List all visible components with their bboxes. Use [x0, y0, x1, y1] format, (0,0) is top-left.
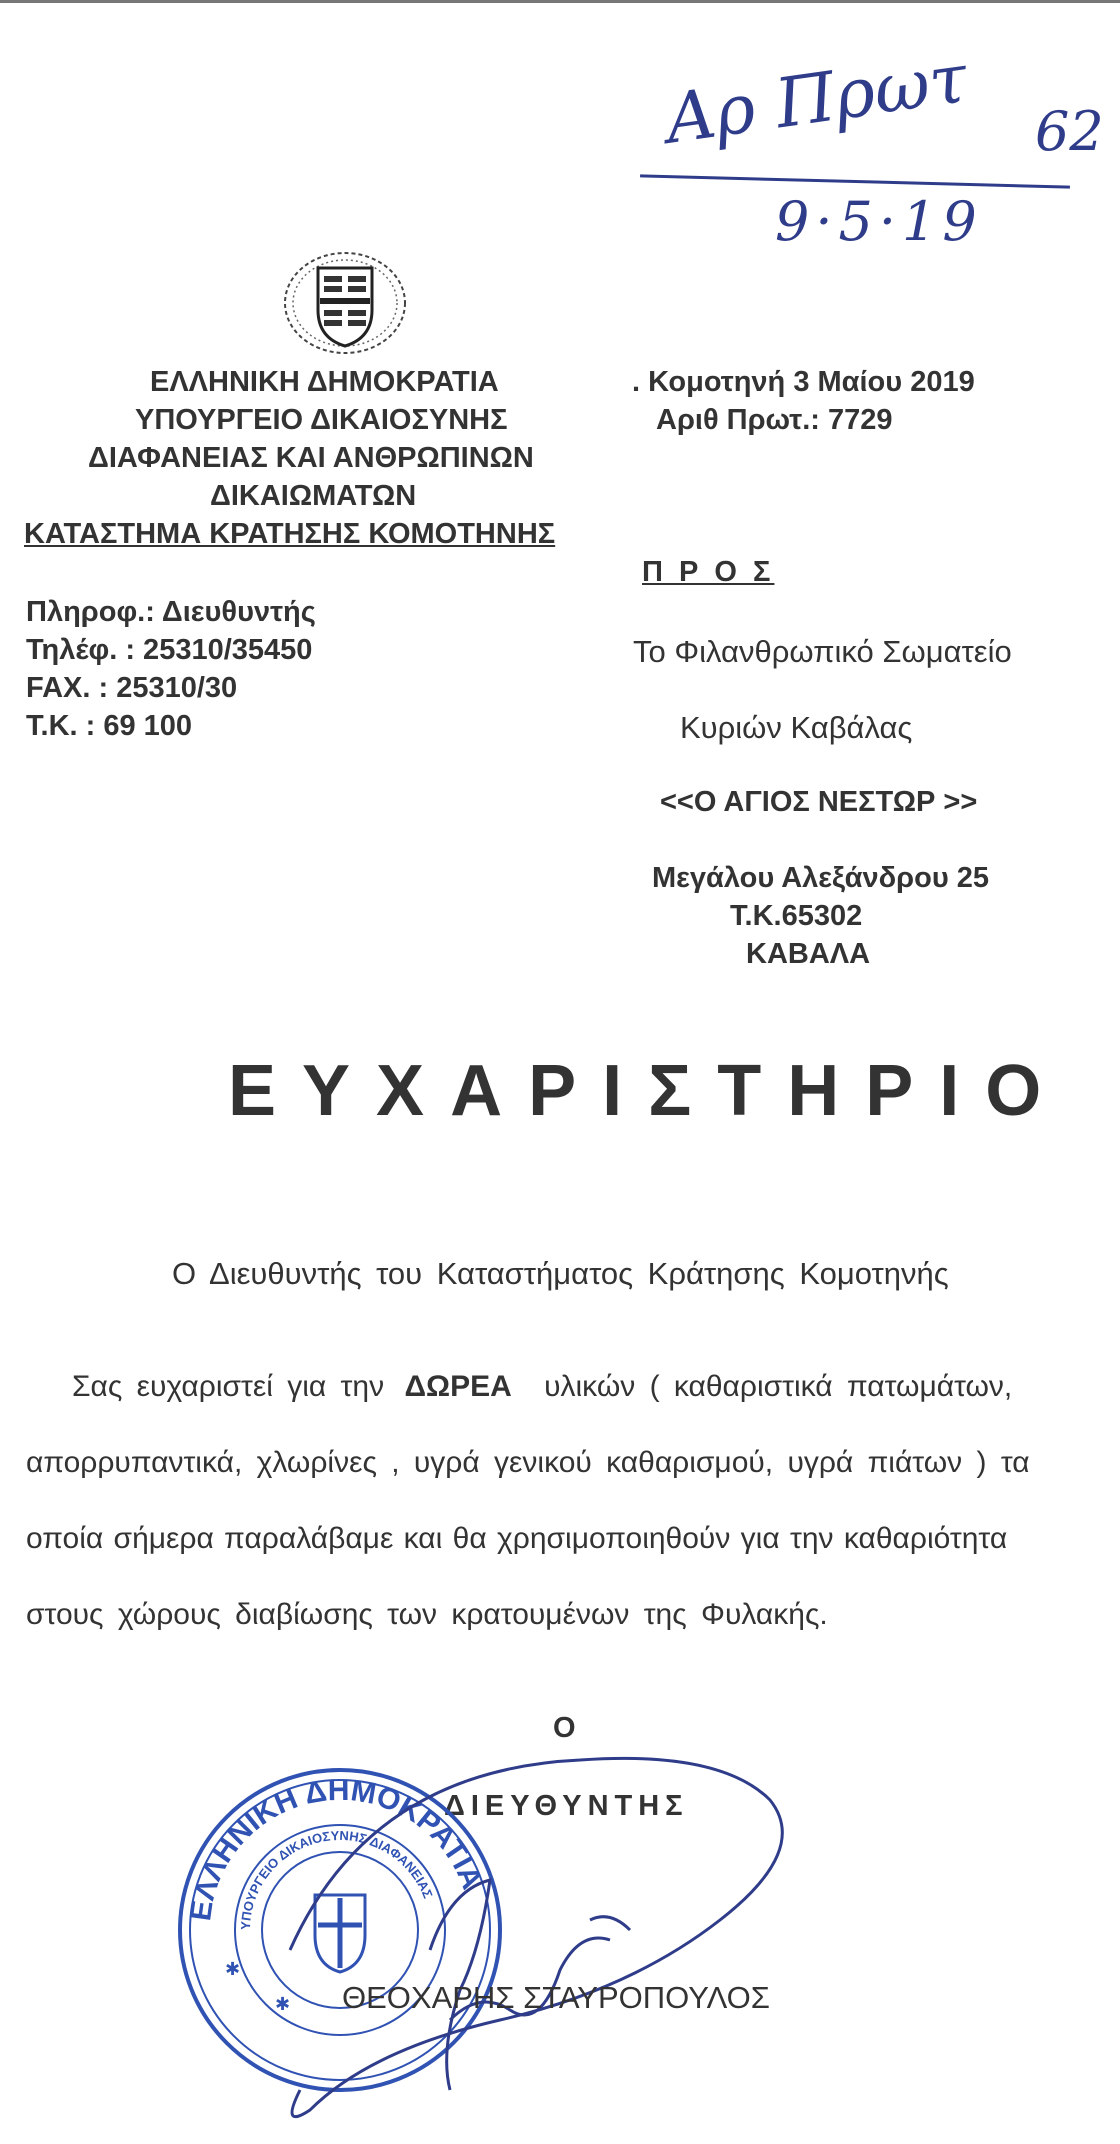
protocol-number: Αριθ Πρωτ.: 7729	[656, 404, 893, 436]
recipient-line-town: ΚΑΒΑΛΑ	[746, 938, 871, 970]
recipient-line-name: <<Ο ΑΓΙΟΣ ΝΕΣΤΩΡ >>	[660, 786, 978, 818]
contact-fax: FAX. : 25310/30	[26, 672, 238, 704]
institution-name: ΚΑΤΑΣΤΗΜΑ ΚΡΑΤΗΣΗΣ ΚΟΜΟΤΗΝΗΣ	[24, 518, 556, 550]
handwritten-date: 9·5·19	[775, 190, 983, 253]
handwritten-protocol-label: Αρ Πρωτ	[660, 39, 973, 160]
body-paragraph-line-4: στους χώρους διαβίωσης των κρατουμένων της Φυλακής.	[26, 1598, 828, 1631]
top-edge-rule	[0, 0, 1120, 3]
document-title: ΕΥΧΑΡΙΣΤΗΡΙΟ	[228, 1051, 1068, 1131]
body-paragraph-line-3: οποία σήμερα παραλάβαμε και θα χρησιμοποιηθούν για την καθαριότητα	[26, 1522, 1008, 1555]
recipient-label: Π Ρ Ο Σ	[642, 556, 775, 588]
recipient-line-society: Το Φιλανθρωπικό Σωματείο	[633, 634, 1012, 669]
body-p1-start: Σας ευχαριστεί για την	[72, 1370, 385, 1403]
stamp-outer-text: ΕΛΛΗΝΙΚΗ ΔΗΜΟΚΡΑΤΙΑ	[184, 1773, 489, 1923]
contact-info: Πληροφ.: Διευθυντής	[26, 596, 316, 628]
header-line-rights: ΔΙΚΑΙΩΜΑΤΩΝ	[210, 480, 417, 512]
svg-text:✱: ✱	[225, 1959, 241, 1979]
document-date: . Κομοτηνή 3 Μαίου 2019	[632, 366, 975, 398]
signature-role: ΔΙΕΥΘΥΝΤΗΣ	[444, 1790, 689, 1822]
body-p1-donation: ΔΩΡΕΑ	[404, 1370, 512, 1403]
stamp-inner-text: ΥΠΟΥΡΓΕΙΟ ΔΙΚΑΙΟΣΥΝΗΣ ΔΙΑΦΑΝΕΙΑΣ	[237, 1827, 436, 1931]
contact-phone: Τηλέφ. : 25310/35450	[26, 634, 313, 666]
header-line-transparency: ΔΙΑΦΑΝΕΙΑΣ ΚΑΙ ΑΝΘΡΩΠΙΝΩΝ	[88, 442, 534, 474]
handwritten-signature	[250, 1690, 850, 2130]
recipient-line-city: Κυριών Καβάλας	[680, 710, 913, 745]
body-paragraph-line-2: απορρυπαντικά, χλωρίνες , υγρά γενικού καθαρισμού, υγρά πιάτων ) τα	[26, 1446, 1030, 1479]
contact-postal-code: Τ.Κ. : 69 100	[26, 710, 193, 742]
body-intro: Ο Διευθυντής του Καταστήματος Κράτησης Κομοτηνής	[172, 1256, 949, 1291]
signatory-name: ΘΕΟΧΑΡΗΣ ΣΤΑΥΡΟΠΟΥΛΟΣ	[342, 1980, 770, 2015]
header-line-republic: ΕΛΛΗΝΙΚΗ ΔΗΜΟΚΡΑΤΙΑ	[150, 366, 499, 398]
recipient-line-postal: Τ.Κ.65302	[730, 900, 863, 932]
body-p1-end: υλικών ( καθαριστικά πατωμάτων,	[544, 1370, 1013, 1403]
svg-text:✱: ✱	[275, 1994, 291, 2014]
body-paragraph-line-1	[72, 1370, 1012, 1404]
handwritten-rule	[640, 174, 1070, 188]
coat-of-arms-icon	[280, 248, 410, 358]
signature-article: Ο	[553, 1712, 576, 1744]
recipient-line-street: Μεγάλου Αλεξάνδρου 25	[652, 862, 990, 894]
handwritten-protocol-number: 62	[1035, 100, 1104, 163]
header-line-ministry: ΥΠΟΥΡΓΕΙΟ ΔΙΚΑΙΟΣΥΝΗΣ	[135, 404, 508, 436]
